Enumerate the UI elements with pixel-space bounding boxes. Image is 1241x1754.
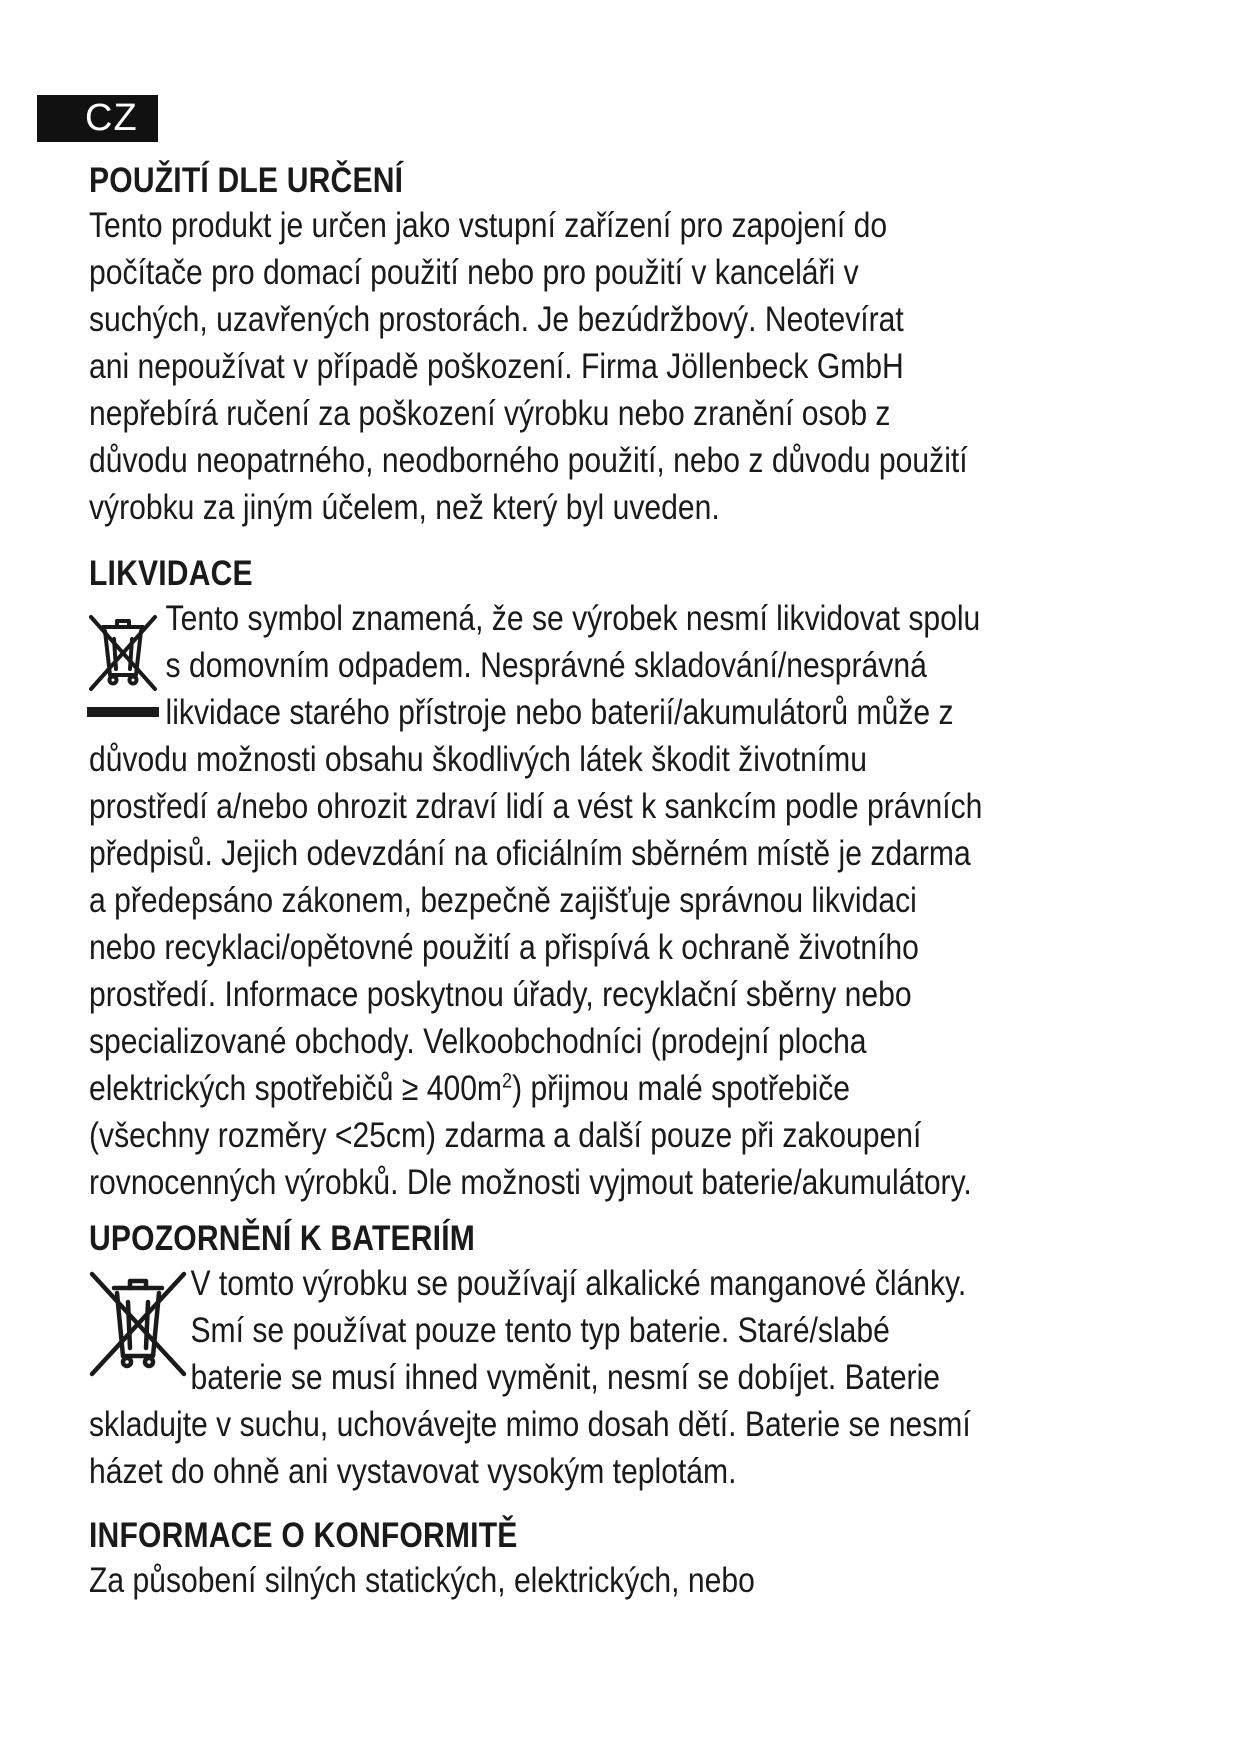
section-body	[89, 1260, 1179, 1495]
text-fragment: elektrických spotřebičů ≥ 400m	[89, 1069, 503, 1108]
text-line: nepřebírá ručení za poškození výrobku nebo zranění osob z	[89, 394, 891, 433]
text-line: rovnocenných výrobků. Dle možnosti vyjmout baterie/akumulátory.	[89, 1163, 972, 1202]
text-line: důvodu neopatrného, neodborného použití, nebo z důvodu použití	[89, 441, 968, 480]
text-line: nebo recyklaci/opětovné použití a přispívá k ochraně životního	[89, 928, 919, 967]
section-title: INFORMACE O KONFORMITĚ	[89, 1516, 518, 1555]
section-title: LIKVIDACE	[89, 554, 253, 593]
section-body	[89, 595, 1179, 1206]
text-line: Za působení silných statických, elektrických, nebo	[89, 1561, 755, 1600]
text-line: důvodu možnosti obsahu škodlivých látek škodit životnímu	[89, 740, 867, 779]
document-content	[89, 160, 1179, 1604]
section-disposal	[89, 553, 1179, 1206]
text-line	[89, 1065, 1026, 1112]
text-line: a předepsáno zákonem, bezpečně zajišťuje správnou likvidaci	[89, 881, 917, 920]
text-line: Tento symbol znamená, že se výrobek nesmí likvidovat spolu	[165, 599, 981, 638]
superscript: 2	[502, 1069, 513, 1093]
language-badge: CZ	[37, 95, 158, 142]
section-body	[89, 202, 1179, 531]
text-line: Tento produkt je určen jako vstupní zařízení pro zapojení do	[89, 206, 888, 245]
text-line: V tomto výrobku se používají alkalické manganové články.	[190, 1264, 967, 1303]
section-intended-use	[89, 160, 1179, 531]
text-line: prostředí. Informace poskytnou úřady, recyklační sběrny nebo	[89, 975, 912, 1014]
section-title: POUŽITÍ DLE URČENÍ	[89, 161, 404, 200]
text-line: prostředí a/nebo ohrozit zdraví lidí a vést k sankcím podle právních	[89, 787, 983, 826]
text-line: ani nepoužívat v případě poškození. Firma Jöllenbeck GmbH	[89, 347, 904, 386]
text-line: s domovním odpadem. Nesprávné skladování/nesprávná	[165, 646, 927, 685]
text-line: výrobku za jiným účelem, než který byl uveden.	[89, 488, 720, 527]
text-line: Smí se používat pouze tento typ baterie. Staré/slabé	[190, 1311, 890, 1350]
text-line: skladujte v suchu, uchovávejte mimo dosah dětí. Baterie se nesmí	[89, 1405, 971, 1444]
text-line: počítače pro domací použití nebo pro použití v kanceláři v	[89, 253, 859, 292]
text-line: (všechny rozměry <25cm) zdarma a další pouze při zakoupení	[89, 1116, 922, 1155]
text-line: předpisů. Jejich odevzdání na oficiálním sběrném místě je zdarma	[89, 834, 971, 873]
section-battery-notice	[89, 1218, 1179, 1495]
text-line: specializované obchody. Velkoobchodníci (prodejní plocha	[89, 1022, 867, 1061]
section-title: UPOZORNĚNÍ K BATERIÍM	[89, 1219, 475, 1258]
text-line: házet do ohně ani vystavovat vysokým teplotám.	[89, 1452, 737, 1491]
section-body	[89, 1557, 1179, 1604]
text-line: suchých, uzavřených prostorách. Je bezúdržbový. Neotevírat	[89, 300, 904, 339]
section-conformity	[89, 1515, 1179, 1604]
text-line: likvidace starého přístroje nebo baterií/akumulátorů může z	[165, 693, 954, 732]
text-fragment: ) přijmou malé spotřebiče	[512, 1069, 850, 1108]
text-line: baterie se musí ihned vyměnit, nesmí se dobíjet. Baterie	[190, 1358, 941, 1397]
